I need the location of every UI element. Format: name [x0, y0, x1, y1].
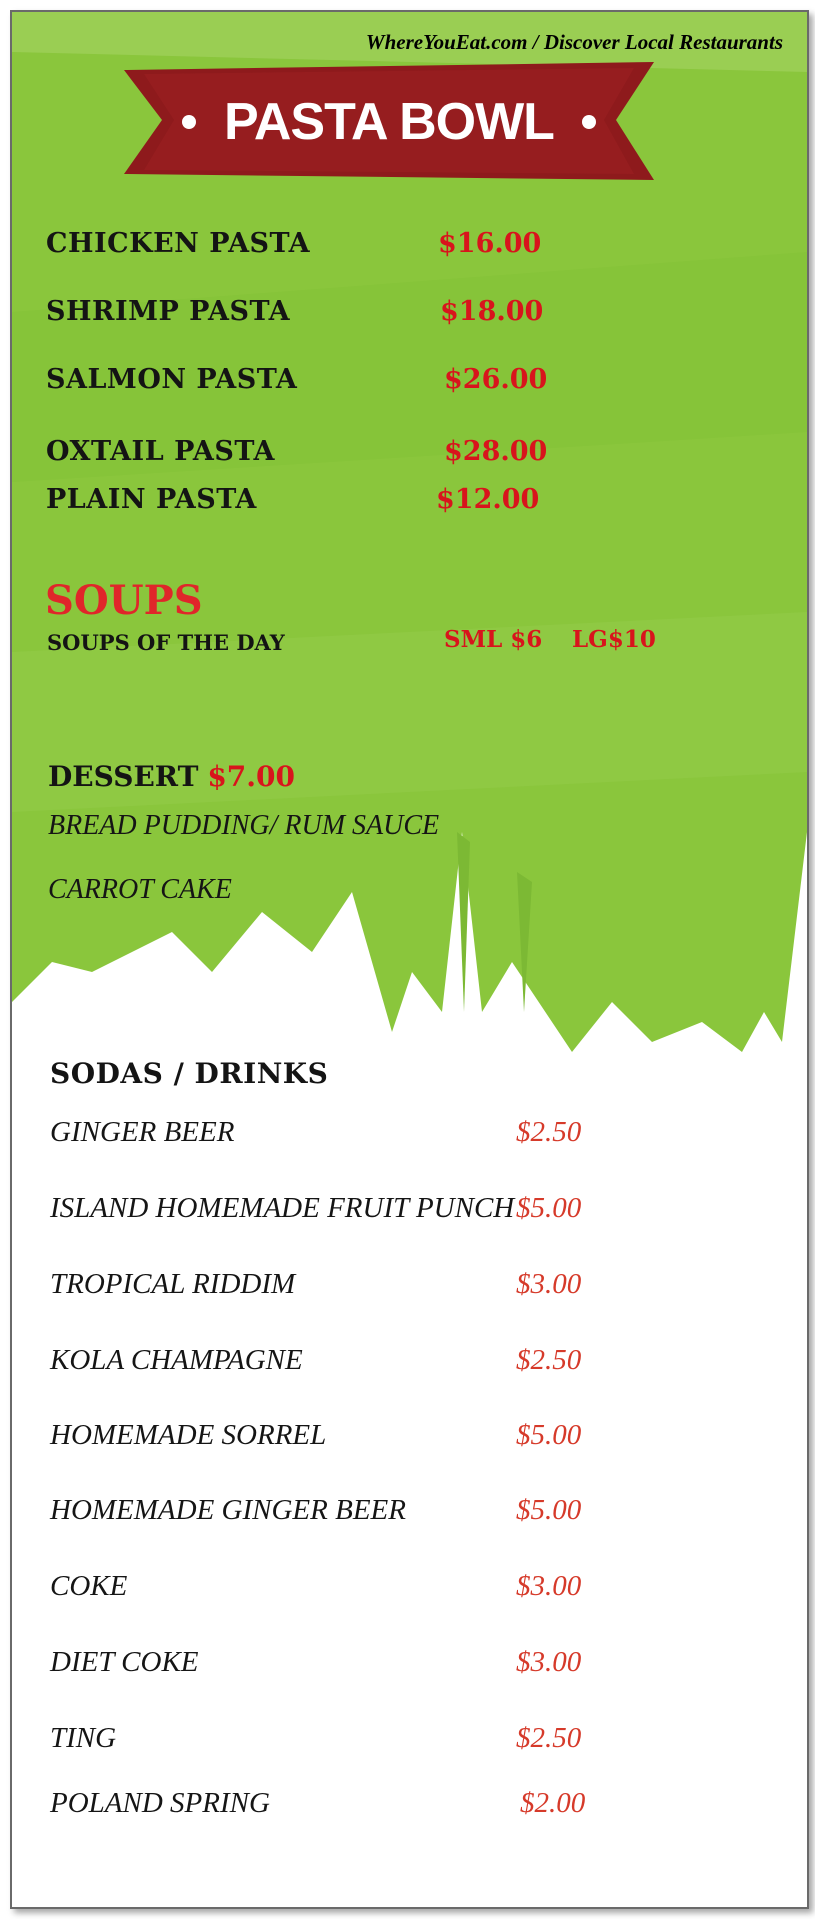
pasta-item-price: $16.00 [438, 228, 542, 259]
pasta-item-name: SALMON PASTA [46, 364, 298, 395]
drink-item-name: POLAND SPRING [50, 1787, 270, 1819]
pasta-item-price: $12.00 [436, 484, 540, 515]
menu-card [10, 10, 809, 1909]
soups-large-price: LG$10 [572, 626, 656, 653]
pasta-item-price: $26.00 [444, 364, 548, 395]
title-banner [124, 62, 654, 182]
drink-item-name: HOMEMADE GINGER BEER [50, 1494, 406, 1526]
drink-item-price: $5.00 [516, 1192, 582, 1224]
drink-item-price: $5.00 [516, 1494, 582, 1526]
dessert-price: $7.00 [207, 760, 295, 793]
dessert-item: CARROT CAKE [48, 874, 232, 905]
drink-item-price: $2.00 [520, 1787, 586, 1819]
pasta-item-price: $18.00 [440, 296, 544, 327]
drink-item-price: $2.50 [516, 1116, 582, 1148]
soups-item-name: SOUPS OF THE DAY [47, 630, 285, 655]
dessert-item: BREAD PUDDING/ RUM SAUCE [48, 810, 440, 841]
drink-item-name: COKE [50, 1570, 128, 1602]
dessert-heading: DESSERT [48, 760, 199, 793]
drink-item-name: DIET COKE [50, 1646, 199, 1678]
soups-heading: SOUPS [45, 577, 203, 624]
dessert-heading-row [48, 760, 295, 793]
drink-item-name: KOLA CHAMPAGNE [50, 1344, 303, 1376]
banner-title: PASTA BOWL [224, 93, 554, 151]
pasta-item-name: SHRIMP PASTA [46, 296, 291, 327]
drink-item-name: GINGER BEER [50, 1116, 235, 1148]
pasta-item-name: PLAIN PASTA [46, 484, 257, 515]
drink-item-name: ISLAND HOMEMADE FRUIT PUNCH [50, 1192, 515, 1224]
watermark: WhereYouEat.com / Discover Local Restaurants [365, 30, 783, 54]
drink-item-name: HOMEMADE SORREL [50, 1419, 327, 1451]
drink-item-name: TING [50, 1722, 117, 1754]
drink-item-name: TROPICAL RIDDIM [50, 1268, 296, 1300]
pasta-item-price: $28.00 [444, 436, 548, 467]
soups-small-price: SML $6 [444, 626, 543, 653]
pasta-item-name: OXTAIL PASTA [46, 436, 275, 467]
drink-item-price: $3.00 [516, 1268, 582, 1300]
drink-item-price: $3.00 [516, 1646, 582, 1678]
drink-item-price: $2.50 [516, 1722, 582, 1754]
pasta-item-name: CHICKEN PASTA [46, 228, 311, 259]
drinks-heading: SODAS / DRINKS [50, 1057, 329, 1090]
drink-item-price: $5.00 [516, 1419, 582, 1451]
bullet-dot-left [182, 115, 196, 129]
drink-item-price: $3.00 [516, 1570, 582, 1602]
drink-item-price: $2.50 [516, 1344, 582, 1376]
bullet-dot-right [582, 115, 596, 129]
